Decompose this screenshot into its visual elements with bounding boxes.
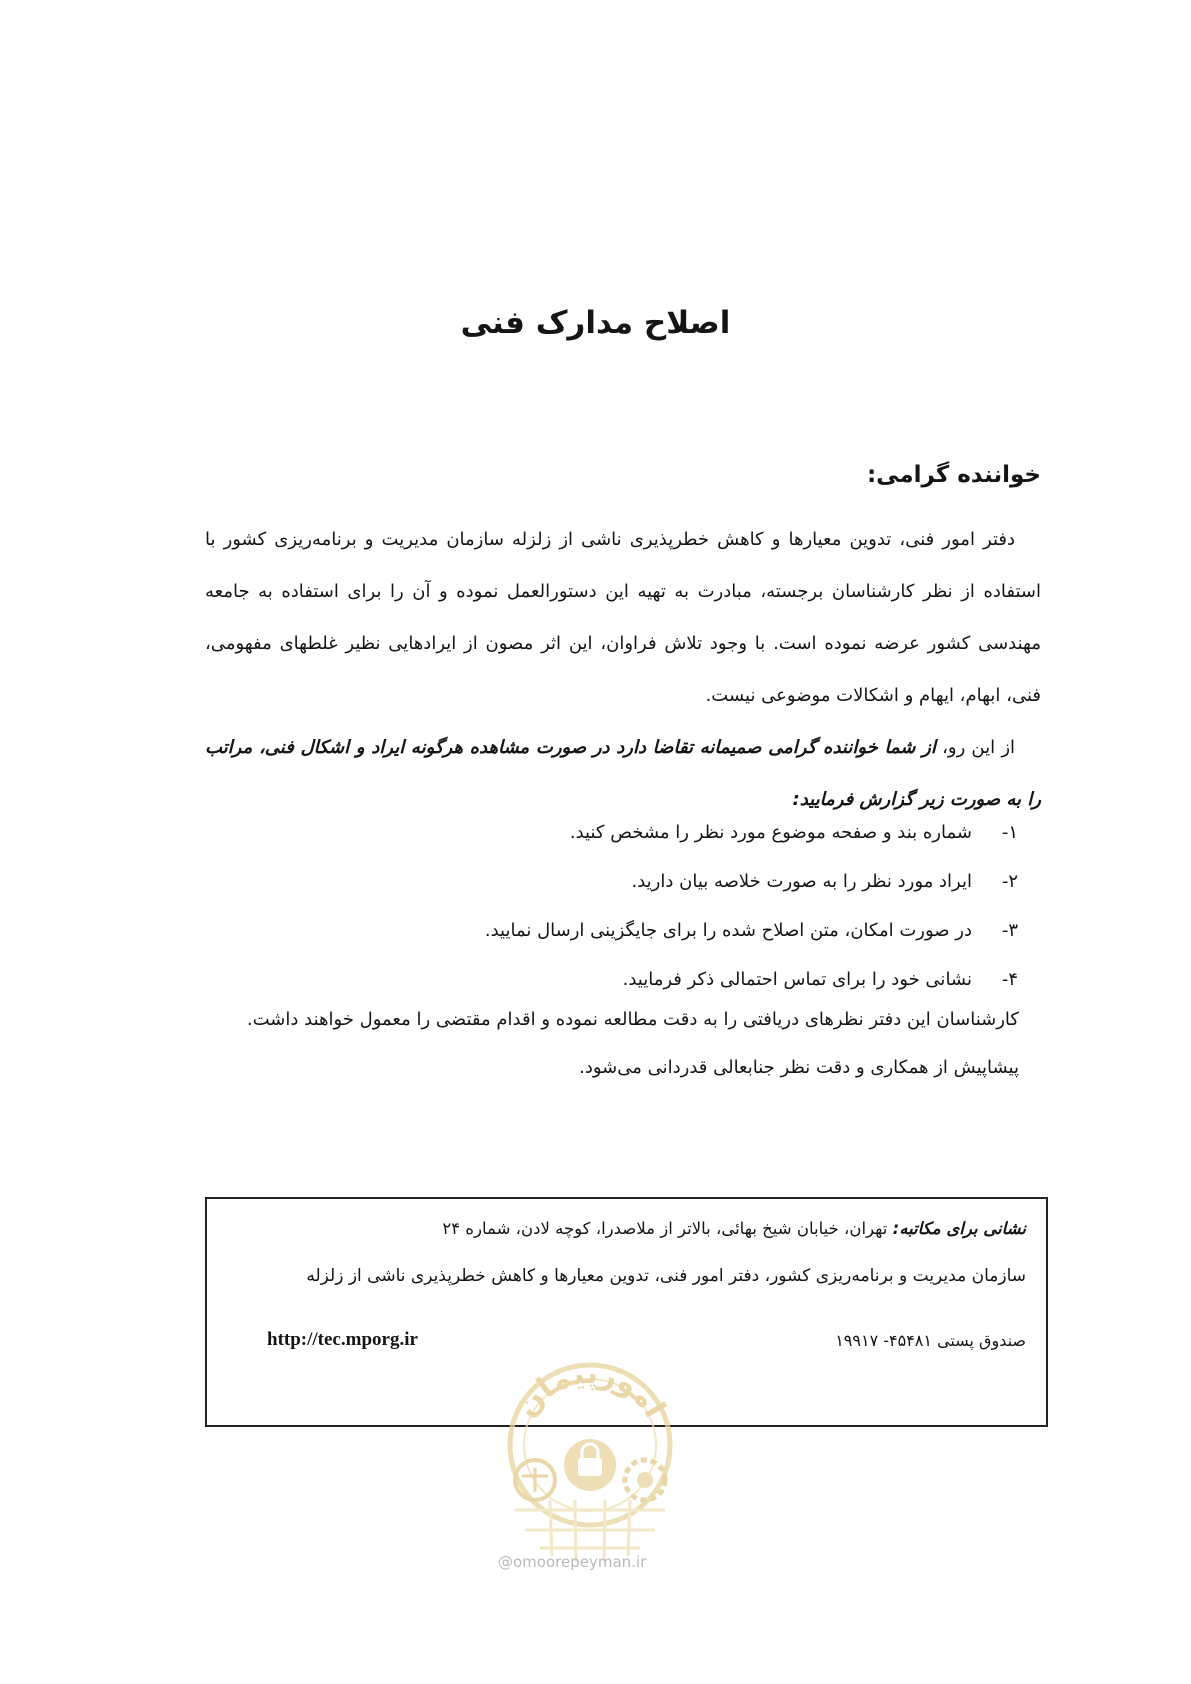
body-text — [205, 514, 1041, 826]
closing-text — [159, 996, 1019, 1092]
step-number: ۲- — [1001, 871, 1018, 892]
padlock-icon — [564, 1439, 616, 1491]
intro-paragraph: دفتر امور فنی، تدوین معیارها و کاهش خطرپذیری ناشی از زلزله سازمان مدیریت و برنامه‌ریزی کشور با استفاده از نظر کارشناسان برجسته، مبادرت به تهیه این دستورالعمل نموده و آن را برای استفاده به جامعه مهندسی کشور عرضه نموده است. با وجود تلاش فراوان، این اثر مصون از ایرادهایی نظیر غلطهای مفهومی، فنی، ابهام، ایهام و اشکالات موضوعی نیست. — [205, 529, 1041, 706]
list-item — [318, 808, 1018, 857]
mailing-address — [226, 1219, 1026, 1238]
step-number: ۳- — [1001, 920, 1018, 941]
request-emphasis: از شما خواننده گرامی صمیمانه تقاضا دارد در صورت مشاهده هرگونه ایراد و اشکال فنی، مراتب را به صورت زیر گزارش فرمایید: — [205, 737, 1041, 810]
step-number: ۱- — [1001, 822, 1018, 843]
closing-note: کارشناسان این دفتر نظرهای دریافتی را به دقت مطالعه نموده و اقدام مقتضی را معمول خواهند داشت. — [246, 1009, 1019, 1030]
step-text: نشانی خود را برای تماس احتمالی ذکر فرمایید. — [622, 969, 972, 990]
step-text: شماره بند و صفحه موضوع مورد نظر را مشخص کنید. — [569, 822, 972, 843]
organization-name: سازمان مدیریت و برنامه‌ریزی کشور، دفتر امور فنی، تدوین معیارها و کاهش خطرپذیری ناشی از زلزله — [306, 1266, 1026, 1286]
step-text: در صورت امکان، متن اصلاح شده را برای جایگزینی ارسال نمایید. — [484, 920, 972, 941]
step-text: ایراد مورد نظر را به صورت خلاصه بیان دارید. — [631, 871, 972, 892]
mailing-address-label: نشانی برای مکاتبه: — [892, 1219, 1026, 1238]
salutation: خواننده گرامی: — [866, 462, 1041, 488]
gear-icon — [625, 1460, 665, 1500]
scales-icon — [515, 1460, 555, 1500]
street-address: تهران، خیابان شیخ بهائی، بالاتر از ملاصدرا، کوچه لادن، شماره ۲۴ — [442, 1219, 893, 1238]
po-box: صندوق پستی ۴۵۴۸۱- ۱۹۹۱۷ — [835, 1331, 1026, 1350]
report-steps-list — [318, 808, 1018, 1004]
watermark-text: امورپیمان — [508, 1355, 673, 1424]
list-item — [318, 857, 1018, 906]
list-item — [318, 906, 1018, 955]
step-number: ۴- — [1001, 969, 1018, 990]
request-lead: از این رو، — [935, 737, 1016, 758]
watermark-caption: @omoorepeyman.ir — [498, 1553, 647, 1571]
watermark-stamp — [480, 1330, 700, 1590]
website-link[interactable]: http://tec.mporg.ir — [267, 1329, 418, 1350]
thanks-note: پیشاپیش از همکاری و دقت نظر جنابعالی قدردانی می‌شود. — [579, 1057, 1019, 1078]
page-title: اصلاح مدارک فنی — [460, 305, 731, 341]
